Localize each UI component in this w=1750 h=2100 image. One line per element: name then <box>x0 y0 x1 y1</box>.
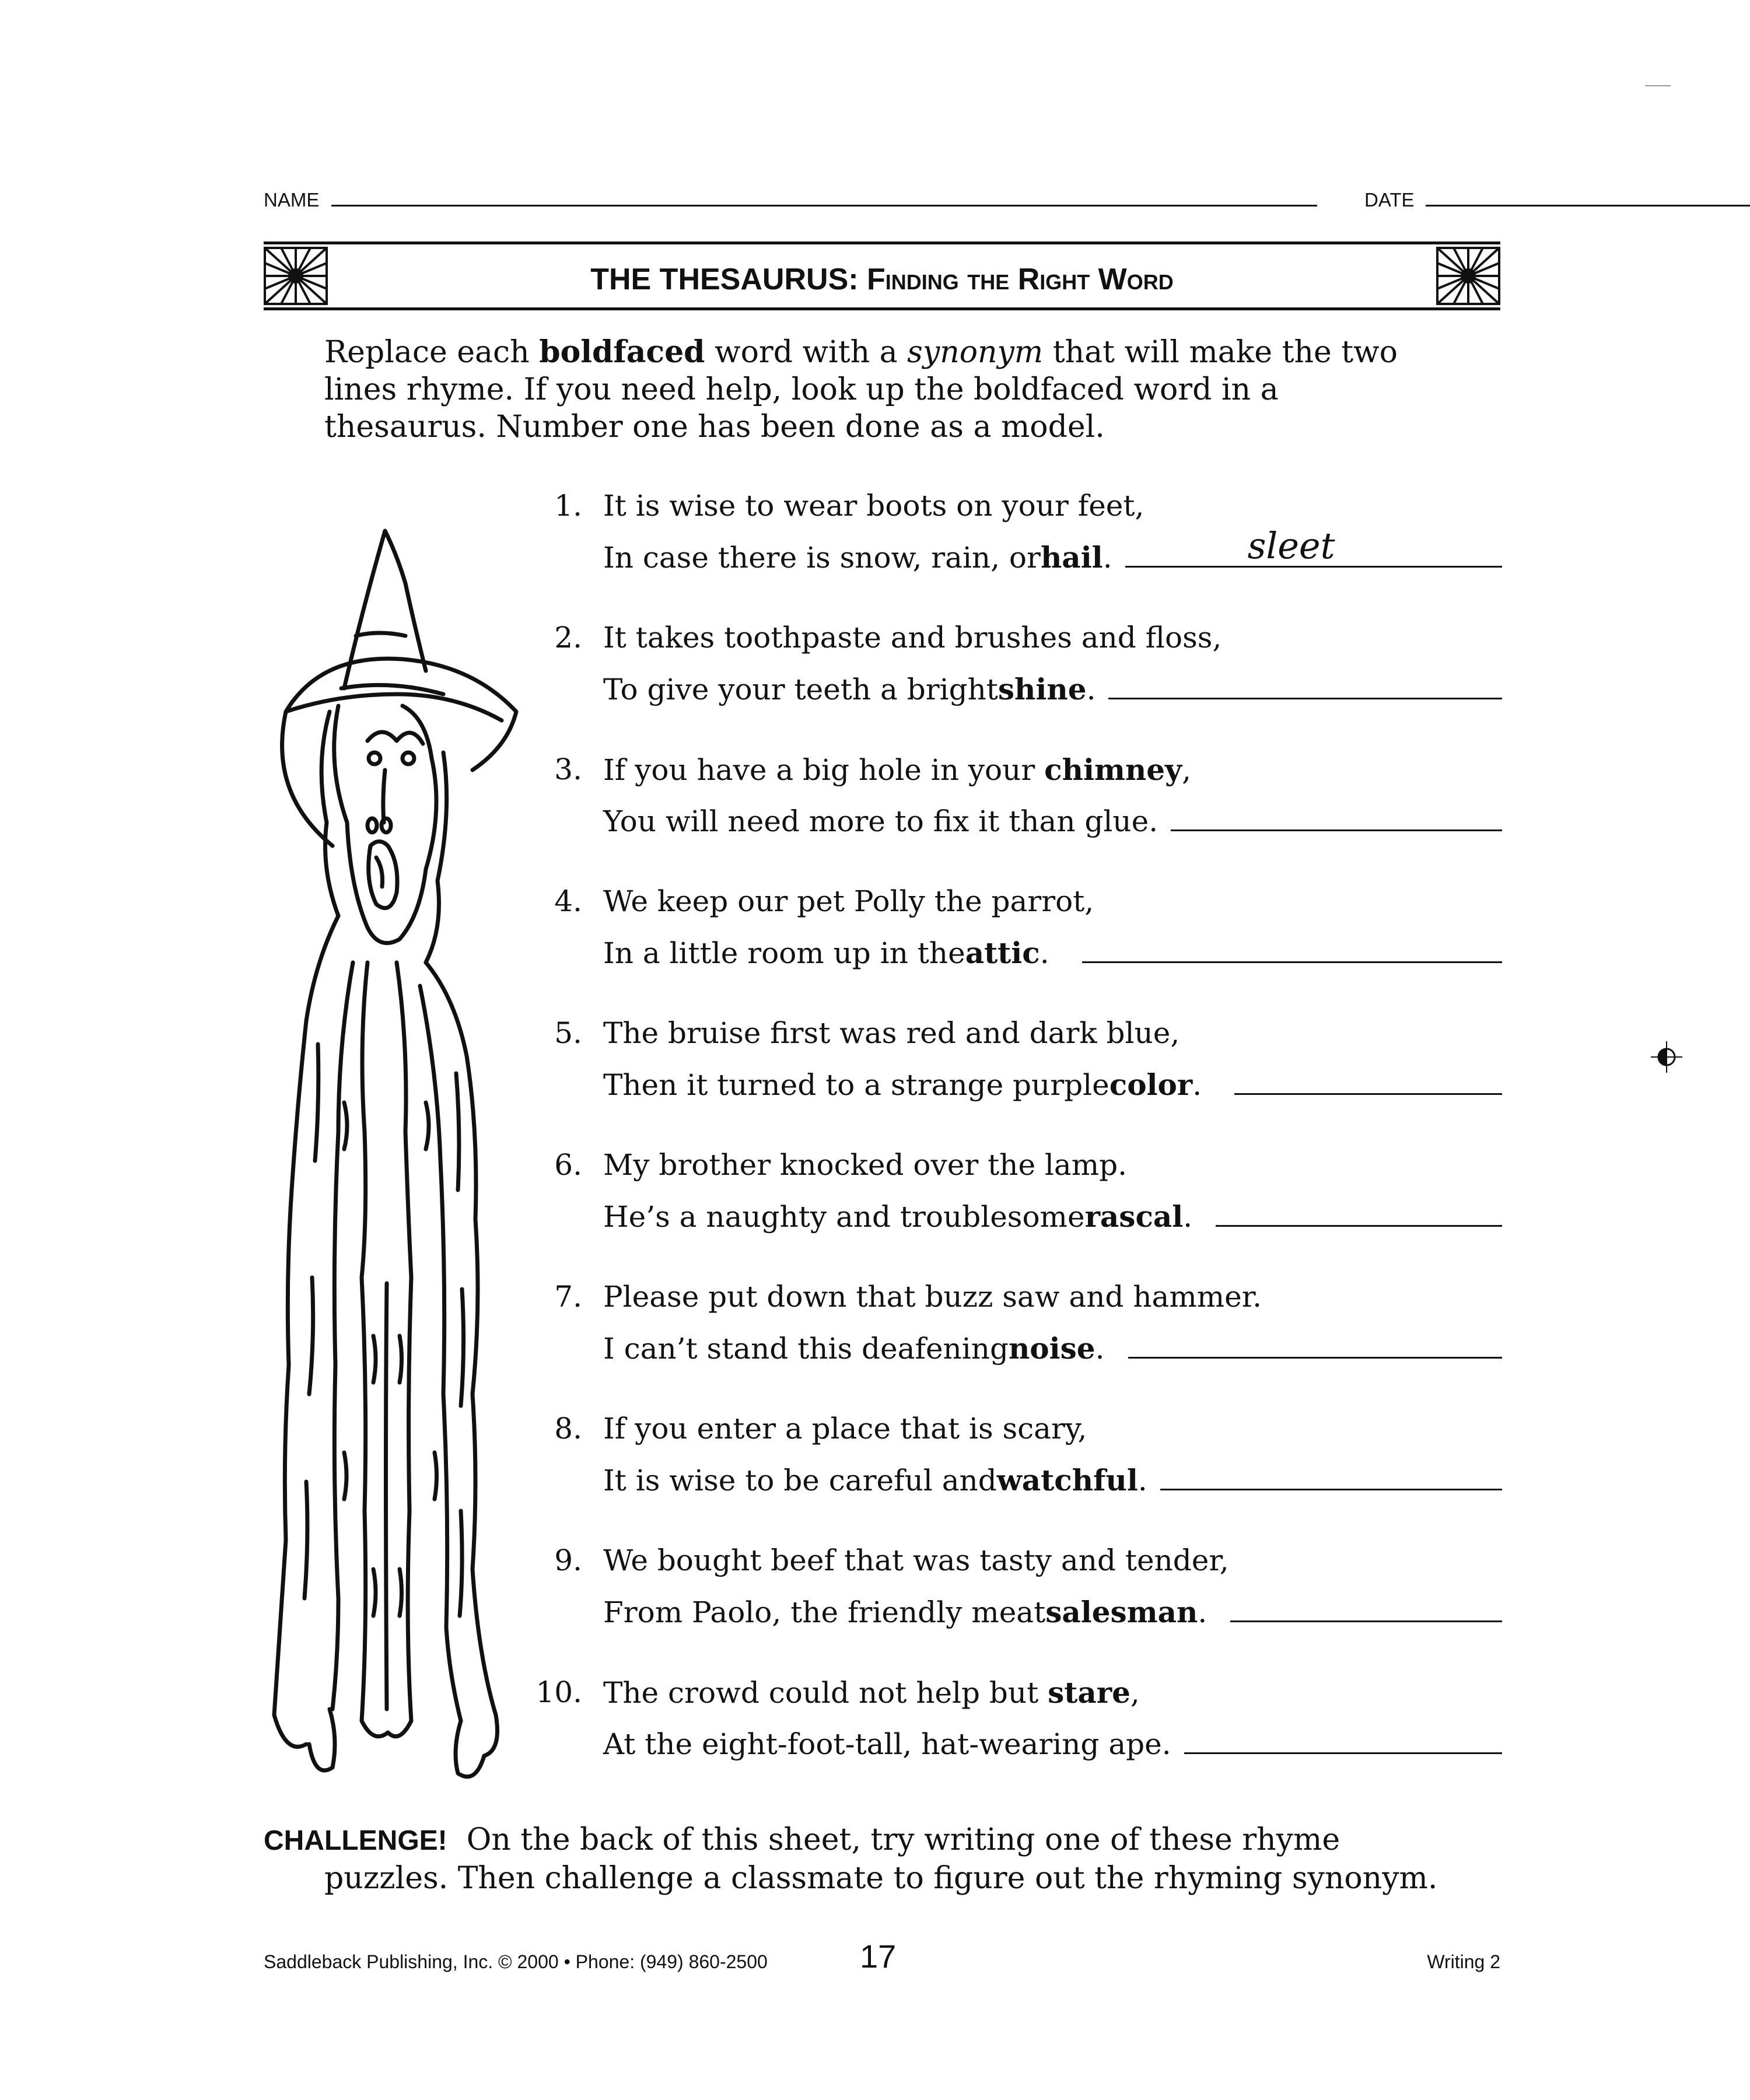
item-line1: Please put down that buzz saw and hammer. <box>603 1280 1262 1314</box>
item-line2 <box>603 936 1502 970</box>
item-line2 <box>603 1595 1502 1629</box>
name-field[interactable] <box>331 205 1317 206</box>
item-bold-word: noise <box>1008 1331 1096 1366</box>
list-item <box>525 489 1502 600</box>
challenge <box>264 1821 1518 1897</box>
date-field[interactable] <box>1426 205 1750 206</box>
item-bold-word: attic <box>965 936 1040 970</box>
item-text: . <box>1192 1068 1202 1102</box>
item-line2 <box>603 672 1502 706</box>
item-number: 8. <box>554 1412 582 1446</box>
name-date-row <box>264 186 1500 215</box>
item-text: . <box>1138 1464 1147 1497</box>
item-text: In case there is snow, rain, or <box>603 541 1041 575</box>
answer-field[interactable] <box>1160 1463 1502 1490</box>
item-text: He’s a naughty and troublesome <box>603 1200 1085 1234</box>
instructions-bold: boldfaced <box>539 334 705 370</box>
title-subtitle: Finding the Right Word <box>867 262 1174 296</box>
answer-field[interactable] <box>1125 524 1502 568</box>
ape-illustration <box>251 519 525 1791</box>
item-line1: We keep our pet Polly the parrot, <box>603 884 1094 918</box>
item-text: . <box>1198 1595 1208 1629</box>
item-number: 9. <box>554 1544 582 1577</box>
item-number: 5. <box>554 1016 582 1050</box>
item-number: 1. <box>554 489 582 523</box>
item-line2 <box>603 1068 1502 1102</box>
list-item <box>525 1675 1502 1786</box>
challenge-line1 <box>264 1821 1518 1860</box>
item-number: 3. <box>554 752 582 786</box>
item-bold-word: hail <box>1040 540 1103 575</box>
item-line1 <box>603 752 1191 787</box>
item-text: . <box>1102 541 1112 575</box>
item-line1: It takes toothpaste and brushes and floss, <box>603 621 1222 654</box>
instructions-text: Replace each <box>324 335 540 370</box>
item-text: , <box>1182 753 1191 787</box>
item-text: The crowd could not help but <box>603 1676 1048 1710</box>
item-line1: We bought beef that was tasty and tender, <box>603 1544 1229 1577</box>
item-line1: It is wise to wear boots on your feet, <box>603 489 1144 523</box>
list-item <box>525 1148 1502 1259</box>
item-line2 <box>603 1199 1502 1234</box>
instructions-text: word with a <box>705 335 908 370</box>
item-line2 <box>603 804 1502 838</box>
item-line2 <box>603 1331 1502 1366</box>
crop-mark <box>1645 85 1671 86</box>
item-text: I can’t stand this deafening <box>603 1332 1009 1366</box>
item-line2 <box>603 524 1502 575</box>
item-line1: The bruise first was red and dark blue, <box>603 1016 1180 1050</box>
item-number: 7. <box>554 1280 582 1314</box>
item-text: In a little room up in the <box>603 936 965 970</box>
series-label: Writing 2 <box>1427 1951 1500 1972</box>
footer <box>264 1938 1500 1973</box>
item-line1 <box>603 1675 1140 1710</box>
item-text: , <box>1130 1676 1140 1710</box>
item-bold-word: color <box>1109 1068 1193 1102</box>
item-text: It is wise to be careful and <box>603 1464 997 1497</box>
answer-field[interactable] <box>1230 1595 1502 1622</box>
item-number: 6. <box>554 1148 582 1182</box>
item-bold-word: stare <box>1048 1675 1130 1710</box>
list-item <box>525 1544 1502 1654</box>
answer-field[interactable] <box>1184 1727 1502 1754</box>
starburst-icon <box>1436 247 1500 305</box>
challenge-line2: puzzles. Then challenge a classmate to figure out the rhyming synonym. <box>324 1861 1438 1896</box>
item-bold-word: shine <box>998 672 1087 706</box>
instructions-italic: synonym <box>907 335 1044 370</box>
item-bold-word: chimney <box>1044 752 1182 787</box>
item-text: . <box>1040 936 1049 970</box>
instructions-text: that will make the two lines rhyme. If you need help, look up the boldfaced word in a thesaurus. Number one has been done as a model. <box>324 335 1398 444</box>
answer-field[interactable] <box>1082 936 1502 963</box>
item-line2 <box>603 1727 1502 1761</box>
item-number: 2. <box>554 621 582 654</box>
answer-field[interactable] <box>1108 672 1502 699</box>
item-line1: My brother knocked over the lamp. <box>603 1148 1128 1182</box>
item-text: . <box>1086 673 1096 706</box>
item-text: . <box>1183 1200 1193 1234</box>
item-text: From Paolo, the friendly meat <box>603 1595 1046 1629</box>
answer-field[interactable] <box>1234 1068 1502 1095</box>
item-bold-word: salesman <box>1045 1595 1198 1629</box>
item-text: To give your teeth a bright <box>603 673 998 706</box>
list-item <box>525 1280 1502 1391</box>
item-line1: If you enter a place that is scary, <box>603 1412 1087 1446</box>
list-item <box>525 1412 1502 1522</box>
title-main: THE THESAURUS: <box>590 262 859 296</box>
item-text: If you have a big hole in your <box>603 753 1045 787</box>
item-number: 10. <box>536 1675 582 1709</box>
answer-field[interactable] <box>1128 1331 1502 1359</box>
answer-field[interactable] <box>1216 1199 1502 1227</box>
date-label: DATE <box>1364 189 1415 211</box>
item-line2 <box>603 1463 1502 1497</box>
name-label: NAME <box>264 189 320 211</box>
item-text: . <box>1095 1332 1105 1366</box>
item-text: Then it turned to a strange purple <box>603 1068 1110 1102</box>
answer-text: sleet <box>1247 524 1335 567</box>
list-item <box>525 752 1502 863</box>
challenge-text: On the back of this sheet, try writing one of these rhyme <box>466 1822 1340 1857</box>
item-number: 4. <box>554 884 582 918</box>
list-item <box>525 621 1502 732</box>
list-item <box>525 1016 1502 1127</box>
item-bold-word: watchful <box>996 1463 1138 1497</box>
instructions <box>324 334 1433 446</box>
answer-field[interactable] <box>1171 804 1502 831</box>
page-number: 17 <box>860 1938 897 1975</box>
registration-mark-icon <box>1651 1041 1682 1073</box>
publisher-info: Saddleback Publishing, Inc. © 2000 • Phone: (949) 860-2500 <box>264 1951 768 1972</box>
list-item <box>525 884 1502 995</box>
title-bar <box>264 242 1500 310</box>
item-text: You will need more to fix it than glue. <box>603 804 1158 838</box>
item-text: At the eight-foot-tall, hat-wearing ape. <box>603 1727 1171 1761</box>
item-bold-word: rascal <box>1084 1199 1184 1234</box>
page-title <box>264 262 1500 297</box>
challenge-label: CHALLENGE! <box>264 1825 447 1856</box>
